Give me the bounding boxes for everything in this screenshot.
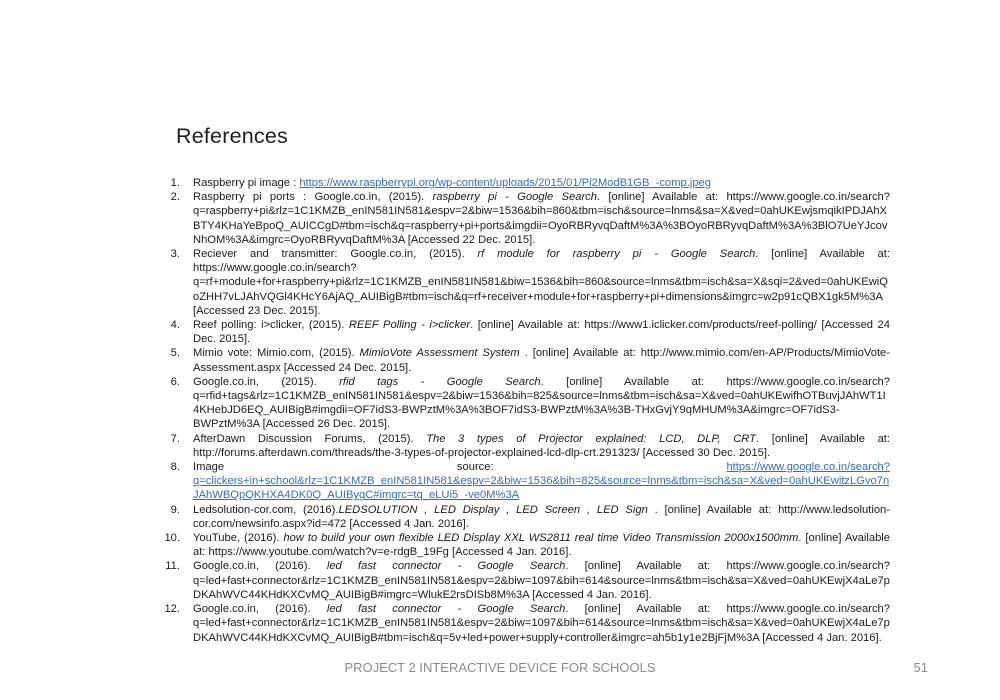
- reference-text-segment: [Accessed 4 Jan. 2016].: [448, 546, 572, 559]
- reference-work-title: led fast connector - Google Search: [326, 560, 566, 573]
- reference-text: [193, 602, 890, 645]
- reference-text: [193, 190, 890, 247]
- reference-url-text: https://www.google.co.in/search?q=raspberry+pi&rlz=1C1KMZB_enIN581IN581&espv=2&biw=1536&bih=860&tbm=isch&source=lnms&sa=X&ved=0ahUKEwjsmqikIPDJAhXBTY4KHaYeBpoQ_AUICCgD#tbm=isch&q=raspberry+pi+ports&imgdii=OyoRBRyvqDaftM%3A%3BOyoRBRyvqDaftM%3A%3BlO7UeYJcovNhOM%3A&imgrc=OyoRBRyvqDaftM%3A: [193, 191, 890, 246]
- reference-text: [193, 432, 890, 460]
- reference-text-segment: . [online] Available at:: [596, 191, 727, 204]
- reference-number: 1.: [170, 177, 180, 189]
- reference-url-text: https://www.google.co.in/search?q=led+fast+connector&rlz=1C1KMZB_enIN581IN581&espv=2&biw=1097&bih=614&source=lnms&tbm=isch&sa=X&ved=0ahUKEwjX4aLe7pDKAhWVC44KHdKXCvMQ_AUIBigB#tbm=isch&q=5v+led+power+supply+controller&imgrc=ah5b1y1e2BjFjM%3A: [193, 603, 890, 644]
- reference-text-segment: [Accessed 30 Dec. 2015].: [639, 446, 771, 459]
- page-footer: [0, 660, 1000, 675]
- reference-item: [162, 559, 890, 602]
- reference-text-segment: . [online] Available at:: [540, 375, 727, 388]
- reference-item: [162, 503, 890, 531]
- reference-hyperlink[interactable]: https://www.raspberrypi.org/wp-content/uploads/2015/01/Pi2ModB1GB_-comp.jpeg: [299, 177, 712, 189]
- reference-text: [193, 318, 890, 346]
- reference-text-segment: . [online] Available at:: [756, 432, 891, 445]
- reference-text-segment: YouTube, (2016).: [193, 532, 284, 545]
- reference-text-segment: Google.co.in, (2015).: [193, 375, 340, 388]
- reference-number: 7.: [170, 432, 180, 445]
- reference-item: [162, 460, 890, 503]
- reference-number: 6.: [170, 375, 180, 388]
- reference-item: [162, 432, 890, 460]
- reference-list: [162, 176, 890, 645]
- reference-number: 4.: [170, 319, 180, 332]
- reference-item: [162, 531, 890, 559]
- reference-text-segment: [Accessed 24 Dec. 2015].: [193, 319, 890, 346]
- reference-text: [193, 460, 890, 503]
- reference-item: [162, 602, 890, 645]
- footer-title: PROJECT 2 INTERACTIVE DEVICE FOR SCHOOLS: [344, 660, 656, 675]
- reference-work-title: REEF Polling - i>clicker: [348, 319, 471, 332]
- reference-work-title: The 3 types of Projector explained: LCD, DLP, CRT: [426, 432, 757, 445]
- reference-text-segment: Google.co.in, (2016).: [193, 603, 327, 616]
- reference-number: 11.: [165, 560, 180, 573]
- reference-number: 3.: [170, 248, 180, 261]
- reference-text-segment: Raspberry pi ports : Google.co.in, (2015).: [193, 191, 433, 204]
- reference-text: [193, 503, 890, 531]
- reference-work-title: how to build your own flexible LED Display XXL WS2811 real time Video Transmission 2000x1500mm: [283, 532, 799, 545]
- reference-text-segment: Mimio vote: Mimio.com, (2015).: [193, 347, 360, 360]
- reference-text: [193, 531, 890, 559]
- reference-number: 8.: [170, 461, 180, 474]
- reference-url-text: https://www.google.co.in/search?q=rf+module+for+raspberry+pi&rlz=1C1KMZB_enIN581IN581&biw=1536&bih=860&source=lnms&tbm=isch&sa=X&sqi=2&ved=0ahUKEwiQoZHH7vLJAhVQGl4KHcY6AjAQ_AUIBigB#tbm=isch&q=rf+receiver+module+for+raspberry+pi+dimensions&imgrc=w2p91cQBX1gk5M%3A: [193, 262, 888, 303]
- reference-url-text: http://forums.afterdawn.com/threads/the-3-types-of-projector-explained-lcd-dlp-crt.291323/: [193, 446, 640, 459]
- reference-number: 9.: [170, 503, 180, 516]
- reference-text-segment: [Accessed 26 Dec. 2015].: [259, 418, 391, 431]
- reference-text-segment: [Accessed 24 Dec. 2015].: [280, 361, 412, 374]
- reference-number: 10.: [164, 532, 180, 545]
- reference-text-segment: [Accessed 22 Dec. 2015].: [404, 233, 536, 246]
- reference-item: [162, 190, 890, 247]
- reference-url-text: https://www.youtube.com/watch?v=e-rdgB_19Fg: [208, 546, 449, 559]
- reference-item: [162, 176, 890, 190]
- reference-text-segment: Reef polling: i>clicker, (2015).: [193, 319, 349, 332]
- reference-url-text: https://www.google.co.in/search?q=rfid+tags&rlz=1C1KMZB_enIN581IN581&espv=2&biw=1536&bih=825&source=lnms&tbm=isch&sa=X&ved=0ahUKEwifhOTBuvjJAhWT1I4KHebJD6EQ_AUIBigB#imgdii=OF7idS3-BWPztM%3A%3BOF7idS3-BWPztM%3A%3B-THxGvjY9qMHUM%3A&imgrc=OF7idS3-BWPztM%3A: [193, 375, 890, 431]
- reference-text: [193, 559, 890, 602]
- reference-work-title: led fast connector - Google Search: [326, 603, 566, 616]
- reference-work-title: rfid tags - Google Search: [339, 375, 541, 388]
- reference-item: [162, 346, 890, 374]
- reference-text: [193, 247, 890, 318]
- reference-text: [193, 176, 890, 190]
- reference-work-title: LEDSOLUTION , LED Display , LED Screen , LED Sign: [338, 503, 655, 516]
- reference-text-segment: Reciever and transmitter: Google.co.in, (2015).: [193, 248, 478, 261]
- reference-text-segment: Google.co.in, (2016).: [193, 560, 327, 573]
- reference-text-segment: AfterDawn Discussion Forums, (2015).: [193, 432, 427, 445]
- reference-number: 2.: [170, 191, 180, 204]
- reference-url-text: http://www.ledsolution-cor.com/newsinfo.aspx?id=472: [193, 503, 890, 530]
- reference-text-segment: [Accessed 23 Dec. 2015].: [193, 304, 321, 317]
- reference-url-text: https://www.google.co.in/search?q=led+fast+connector&rlz=1C1KMZB_enIN581IN581&espv=2&biw=1097&bih=614&source=lnms&tbm=isch&sa=X&ved=0ahUKEwjX4aLe7pDKAhWVC44KHdKXCvMQ_AUIBigB#imgrc=WlukE2rsDISb8M%3A: [193, 560, 890, 601]
- reference-number: 5.: [170, 347, 180, 360]
- reference-text-segment: . [online] Available at:: [565, 603, 727, 616]
- reference-number: 12.: [164, 603, 180, 616]
- reference-text-segment: . [online] Available at:: [193, 532, 891, 559]
- reference-text-segment: . [online] Available at:: [470, 319, 585, 332]
- reference-text-segment: Image source:: [193, 461, 727, 474]
- reference-text-segment: [Accessed 4 Jan. 2016].: [346, 517, 469, 530]
- reference-hyperlink[interactable]: https://www.google.co.in/search?q=clickers+in+school&rlz=1C1KMZB_enIN581IN581&espv=2&biw=1536&bih=825&source=lnms&tbm=isch&sa=X&ved=0ahUKEwitzLGvo7nJAhWBQpQKHXA4DK0Q_AUIBygC#imgrc=tq_eLUi5_-ve0M%3A: [193, 461, 890, 502]
- reference-text-segment: . [online] Available at:: [519, 347, 641, 360]
- reference-text-segment: . [online] Available at:: [565, 560, 727, 573]
- reference-item: [162, 247, 890, 318]
- reference-text-segment: Raspberry pi image :: [193, 177, 300, 189]
- reference-item: [162, 318, 890, 346]
- page-title: References: [176, 124, 288, 148]
- reference-work-title: rf module for raspberry pi - Google Search: [477, 248, 756, 261]
- reference-url-text: http://www.mimio.com/en-AP/Products/MimioVote-Assessment.aspx: [193, 347, 890, 374]
- reference-text-segment: [Accessed 4 Jan. 2016].: [529, 588, 652, 601]
- reference-url-text: https://www1.iclicker.com/products/reef-polling/: [584, 319, 817, 332]
- reference-work-title: raspberry pi - Google Search: [432, 191, 597, 204]
- reference-text: [193, 346, 890, 374]
- reference-text-segment: . [online] Available at:: [654, 503, 779, 516]
- reference-text-segment: . [online] Available at:: [755, 248, 890, 261]
- page-number: 51: [913, 660, 928, 675]
- reference-text-segment: Ledsolution-cor.com, (2016).: [193, 503, 339, 516]
- reference-work-title: MimioVote Assessment System: [359, 347, 520, 360]
- reference-text-segment: [Accessed 4 Jan. 2016].: [759, 631, 882, 644]
- reference-item: [162, 375, 890, 432]
- reference-text: [193, 375, 890, 432]
